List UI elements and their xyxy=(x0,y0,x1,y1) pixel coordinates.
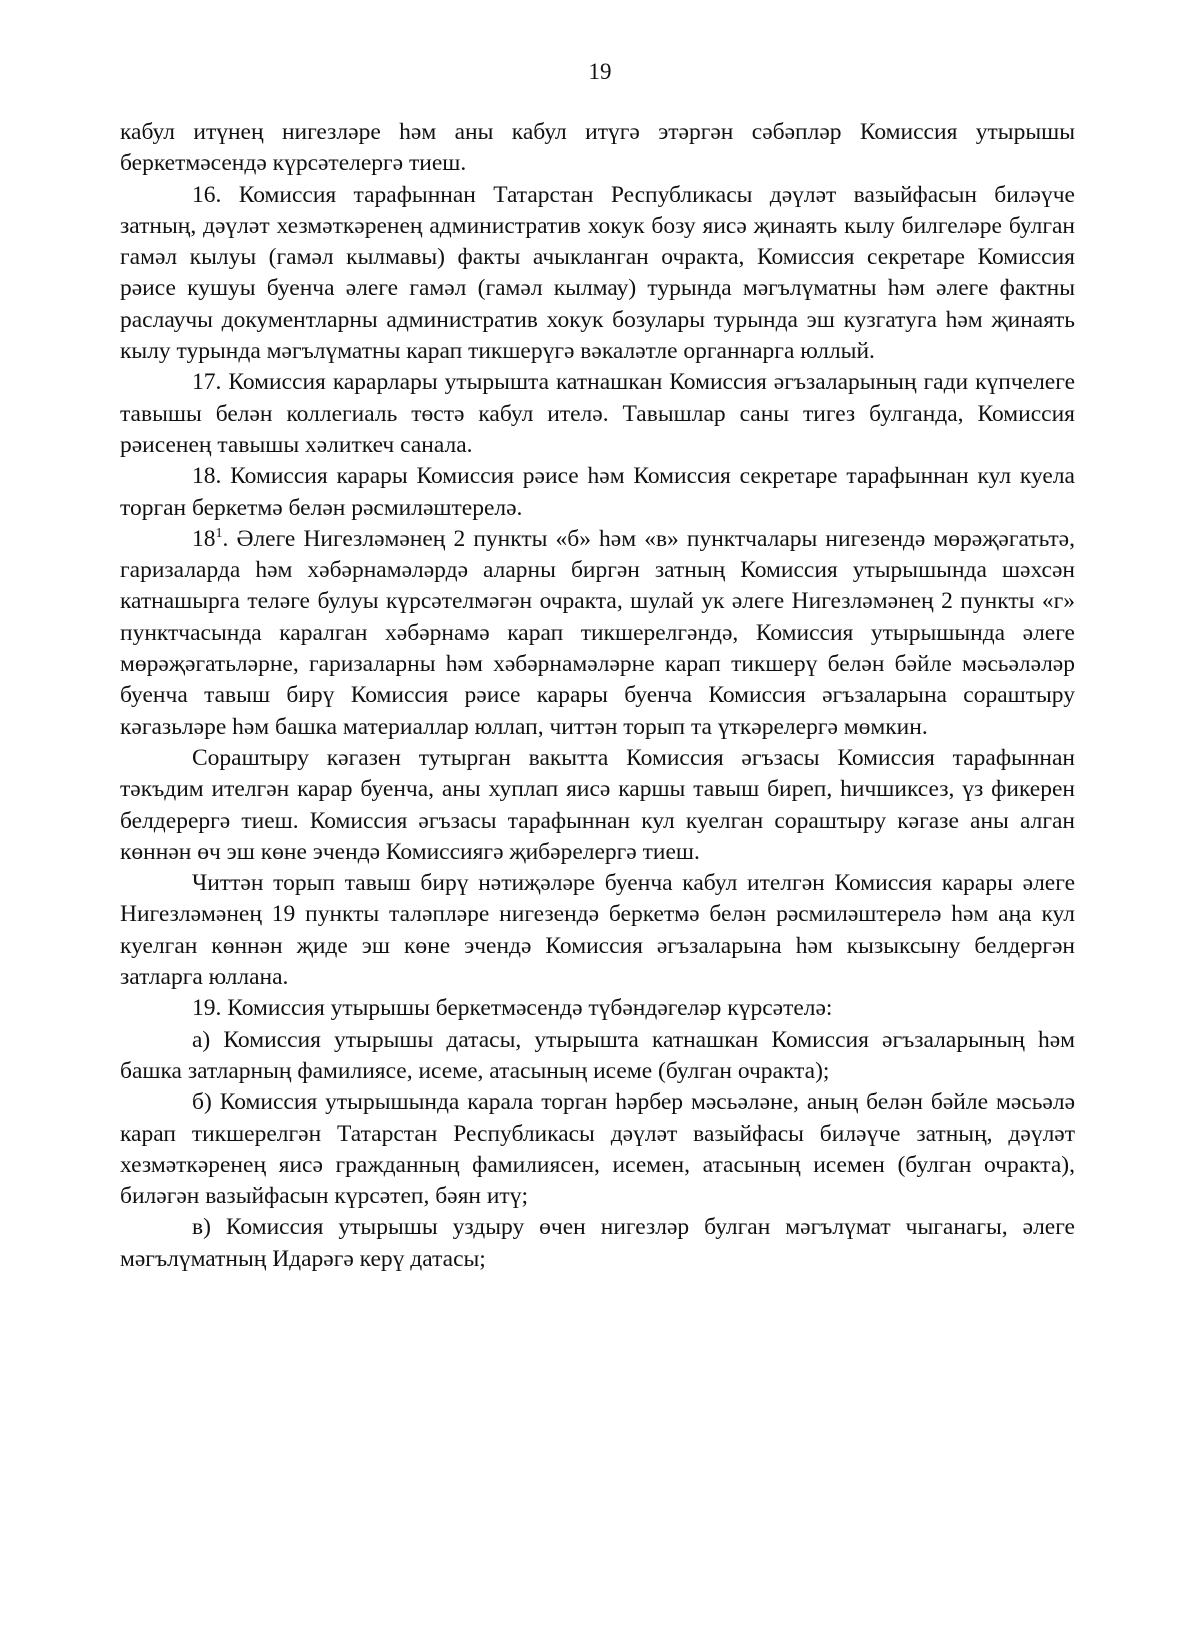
paragraph-19: 19. Комиссия утырышы беркетмәсендә түбәндәгеләр күрсәтелә: xyxy=(192,995,833,1022)
paragraph-16: 16. Комиссия тарафыннан Татарстан Республикасы дәүләт вазыйфасын биләүче затның, дәүләт хезмәткәренең административ хокук бозу яисә җинаять кылу билгеләре булган гамәл кылуы (гамәл кылмавы) факты ачыкланган очракта, Комиссия секретаре Комиссия рәисе кушуы буенча әлеге гамәл (гамәл кылмау) турында мәгълүматны һәм әлеге фактны раслаучы документларны административ хокук бозулары турында эш кузгатуга һәм җинаять кылу турында мәгълүматны карап тикшерүгә вәкаләтле органнарга юллый. xyxy=(120,181,1075,365)
page-number: 19 xyxy=(588,59,612,84)
paragraph-19-a: а) Комиссия утырышы датасы, утырышта катнашкан Комиссия әгъзаларының һәм башка затларның фамилиясе, исеме, атасының исеме (булган очракта); xyxy=(120,1026,1075,1084)
document-body xyxy=(120,117,1075,1275)
paragraph-18-1-superscript: 1 xyxy=(215,526,223,542)
paragraph-17: 17. Комиссия карарлары утырышта катнашкан Комиссия әгъзаларының гади күпчелеге тавышы белән коллегиаль төстә кабул ителә. Тавышлар саны тигез булганда, Комиссия рәисенең тавышы хәлиткеч санала. xyxy=(120,369,1075,458)
paragraph-19-b: б) Комиссия утырышында карала торган һәрбер мәсьәләне, аның белән бәйле мәсьәлә карап тикшерелгән Татарстан Республикасы дәүләт вазыйфасы биләүче затның, дәүләт хезмәткәренең яисә гражданның фамилиясен, исемен, атасының исемен (булган очракта), биләгән вазыйфасын күрсәтеп, бәян итү; xyxy=(120,1089,1075,1210)
paragraph-18: 18. Комиссия карары Комиссия рәисе һәм Комиссия секретаре тарафыннан кул куела торган беркетмә белән рәсмиләштерелә. xyxy=(120,463,1075,521)
paragraph-18-1-text: . Әлеге Нигезләмәнең 2 пункты «б» һәм «в» пунктчалары нигезендә мөрәҗәгатьтә, гаризаларда һәм хәбәрнамәләрдә аларны биргән затның Комиссия утырышында шәхсән катнашырга теләге булуы күрсәтелмәгән очракта, шулай ук әлеге Нигезләмәнең 2 пункты «г» пунктчасында каралган хәбәрнамә карап тикшерелгәндә, Комиссия утырышында әлеге мөрәҗәгатьләрне, гаризаларны һәм хәбәрнамәләрне карап тикшерү белән бәйле мәсьәләләр буенча тавыш бирү Комиссия рәисе карары буенча Комиссия әгъзаларына сораштыру кәгазьләре һәм башка материаллар юллап, читтән торып та үткәрелергә мөмкин. xyxy=(120,525,1075,740)
paragraph-remote-vote: Читтән торып тавыш бирү нәтиҗәләре буенча кабул ителгән Комиссия карары әлеге Нигезләмәнең 19 пункты таләпләре нигезендә беркетмә белән рәсмиләштерелә һәм аңа кул куелган көннән җиде эш көне эчендә Комиссия әгъзаларына һәм кызыксыну белдергән затларга юллана. xyxy=(120,870,1075,991)
paragraph-19-c: в) Комиссия утырышы уздыру өчен нигезләр булган мәгълүмат чыганагы, әлеге мәгълүматның Идарәгә керү датасы; xyxy=(120,1214,1075,1272)
paragraph-18-1-number: 18 xyxy=(192,525,216,552)
paragraph-survey-form: Сораштыру кәгазен тутырган вакытта Комиссия әгъзасы Комиссия тарафыннан тәкъдим ителгән карар буенча, аны хуплап яисә каршы тавыш биреп, һичшиксез, үз фикерен белдерергә тиеш. Комиссия әгъзасы тарафыннан кул куелган сораштыру кәгазе аны алган көннән өч эш көне эчендә Комиссиягә җибәрелергә тиеш. xyxy=(120,744,1075,865)
paragraph-continuation: кабул итүнең нигезләре һәм аны кабул итүгә этәргән сәбәпләр Комиссия утырышы беркетмәсендә күрсәтелергә тиеш. xyxy=(120,119,1075,177)
paragraph-18-1 xyxy=(120,524,1075,743)
